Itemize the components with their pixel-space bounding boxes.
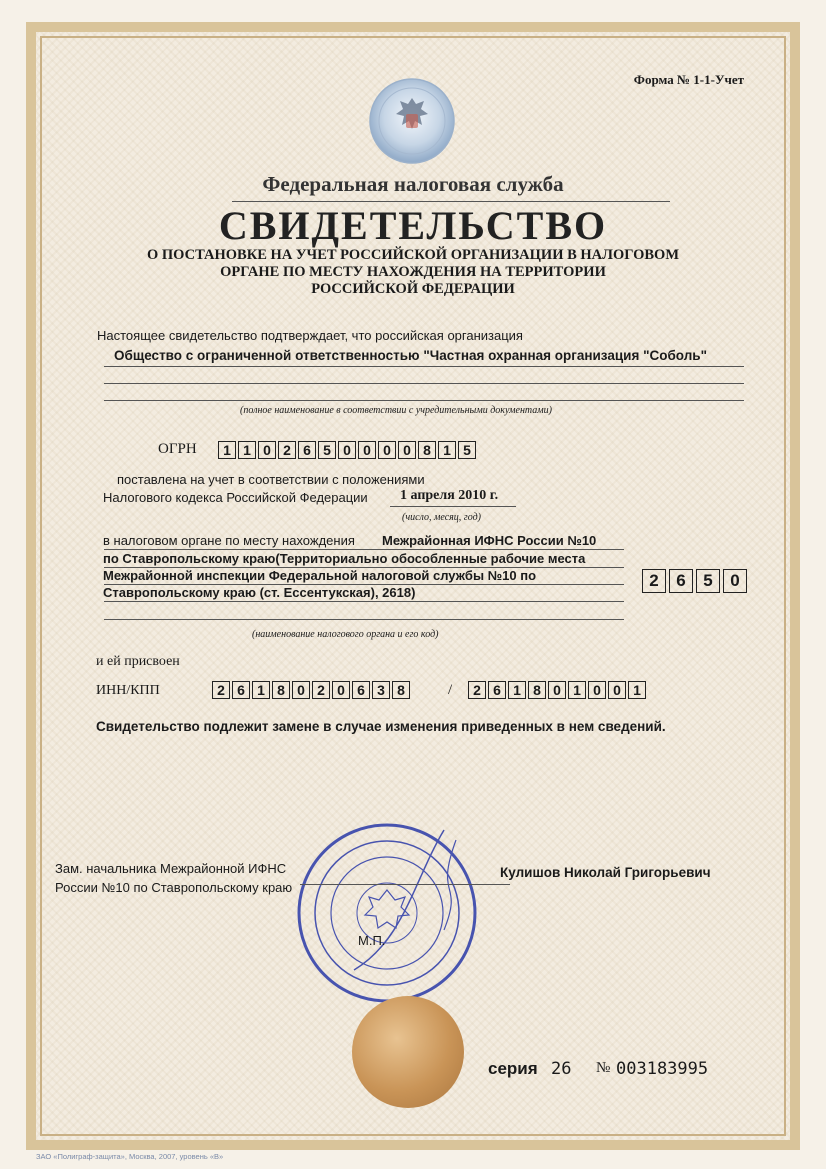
tax-office-name: Межрайонной инспекции Федеральной налоговой службы №10 по (103, 568, 537, 583)
ogrn-digit: 5 (318, 441, 336, 459)
kpp-digit: 1 (568, 681, 586, 699)
kpp-digit: 0 (608, 681, 626, 699)
tax-office-name: по Ставропольскому краю(Территориально обособленные рабочие места (103, 551, 586, 566)
series-label: серия (488, 1059, 538, 1078)
tax-office-code-digit: 5 (696, 569, 720, 593)
kpp-digit: 0 (588, 681, 606, 699)
inn-digit: 2 (312, 681, 330, 699)
signer-name: Кулишов Николай Григорьевич (500, 865, 711, 880)
signature-line (300, 884, 510, 885)
series-value: 26 (551, 1059, 572, 1079)
divider (104, 366, 744, 367)
kpp-digit: 2 (468, 681, 486, 699)
ogrn-digit: 0 (398, 441, 416, 459)
ogrn-digit: 1 (218, 441, 236, 459)
ogrn-digit: 8 (418, 441, 436, 459)
federal-emblem-icon (364, 76, 460, 166)
subtitle-line: ОРГАНЕ ПО МЕСТУ НАХОЖДЕНИЯ НА ТЕРРИТОРИИ (220, 264, 606, 280)
organization-name-caption: (полное наименование в соответствии с учредительными документами) (240, 405, 552, 416)
tax-office-code-digit: 2 (642, 569, 666, 593)
inn-digit: 8 (272, 681, 290, 699)
replacement-notice: Свидетельство подлежит замене в случае изменения приведенных в нем сведений. (96, 719, 666, 734)
certificate-number: 003183995 (616, 1059, 709, 1079)
tax-office-code-digit: 6 (669, 569, 693, 593)
ogrn-digit: 1 (238, 441, 256, 459)
inn-digit: 0 (292, 681, 310, 699)
agency-name: Федеральная налоговая служба (262, 172, 564, 196)
divider (104, 400, 744, 401)
stamp-place: М.П. (358, 933, 386, 948)
gold-hologram-seal-icon (352, 996, 464, 1108)
registration-date: 1 апреля 2010 г. (400, 488, 499, 503)
form-number: Форма № 1-1-Учет (633, 72, 744, 87)
ogrn-digit: 0 (358, 441, 376, 459)
official-seal-icon (294, 820, 480, 1006)
divider (390, 506, 516, 507)
assigned-text: и ей присвоен (96, 654, 180, 669)
divider (104, 549, 624, 550)
signer-position: Зам. начальника Межрайонной ИФНС (55, 861, 287, 876)
ogrn-digit: 6 (298, 441, 316, 459)
tax-office-code-cells (642, 569, 750, 593)
kpp-cells (468, 681, 648, 699)
subtitle-line: О ПОСТАНОВКЕ НА УЧЕТ РОССИЙСКОЙ ОРГАНИЗАЦИИ В НАЛОГОВОМ (146, 247, 680, 263)
tax-office-code-digit: 0 (723, 569, 747, 593)
tax-office-label: в налоговом органе по месту нахождения (103, 533, 355, 548)
inn-digit: 6 (352, 681, 370, 699)
registration-text: поставлена на учет в соответствии с положениями (117, 472, 425, 487)
kpp-digit: 1 (508, 681, 526, 699)
tax-office-name: Межрайонная ИФНС России №10 (382, 533, 597, 548)
ogrn-digit: 0 (378, 441, 396, 459)
intro-text: Настоящее свидетельство подтверждает, что российская организация (97, 328, 523, 343)
registration-text: Налогового кодекса Российской Федерации (103, 490, 368, 505)
inn-kpp-label: ИНН/КПП (96, 683, 160, 698)
ogrn-label: ОГРН (158, 441, 197, 457)
document-title: СВИДЕТЕЛЬСТВО (218, 203, 608, 248)
printer-note: ЗАО «Полиграф-защита», Москва, 2007, уровень «В» (36, 1152, 224, 1161)
inn-digit: 6 (232, 681, 250, 699)
ogrn-digit: 1 (438, 441, 456, 459)
divider (104, 383, 744, 384)
tax-office-name: Ставропольскому краю (ст. Ессентукская), 2618) (103, 585, 416, 600)
divider (104, 619, 624, 620)
document-subtitle (100, 247, 726, 298)
inn-cells (212, 681, 412, 699)
tax-office-caption: (наименование налогового органа и его код) (252, 629, 439, 640)
kpp-digit: 8 (528, 681, 546, 699)
inn-digit: 8 (392, 681, 410, 699)
date-caption: (число, месяц, год) (402, 512, 481, 523)
number-prefix: № (596, 1060, 611, 1076)
inn-kpp-separator: / (448, 682, 453, 698)
inn-digit: 1 (252, 681, 270, 699)
ogrn-digit: 2 (278, 441, 296, 459)
inn-digit: 2 (212, 681, 230, 699)
signer-position: России №10 по Ставропольскому краю (55, 880, 293, 895)
ogrn-digit: 0 (338, 441, 356, 459)
kpp-digit: 0 (548, 681, 566, 699)
ogrn-digit: 0 (258, 441, 276, 459)
inn-digit: 0 (332, 681, 350, 699)
divider (104, 601, 624, 602)
kpp-digit: 1 (628, 681, 646, 699)
subtitle-line: РОССИЙСКОЙ ФЕДЕРАЦИИ (311, 281, 515, 297)
ogrn-cells (218, 441, 478, 459)
kpp-digit: 6 (488, 681, 506, 699)
organization-name: Общество с ограниченной ответственностью "Частная охранная организация "Соболь" (114, 348, 707, 363)
ogrn-digit: 5 (458, 441, 476, 459)
inn-digit: 3 (372, 681, 390, 699)
